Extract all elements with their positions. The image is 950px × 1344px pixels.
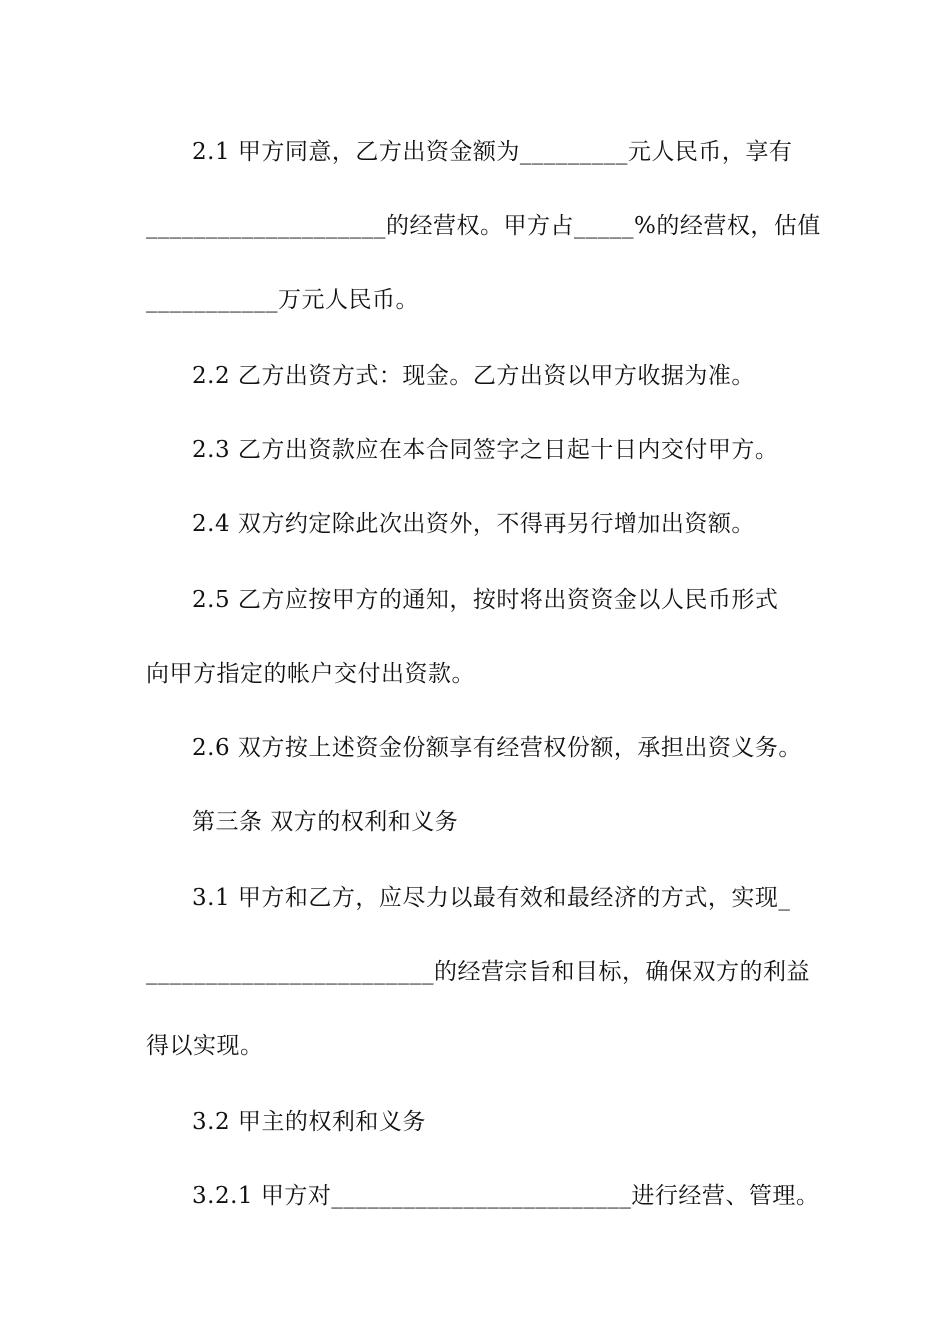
clause-2-4: 2.4 双方约定除此次出资外，不得再另行增加出资额。 — [192, 511, 755, 537]
clause-3-1-line-1: 3.1 甲方和乙方，应尽力以最有效和最经济的方式，实现_ — [192, 885, 791, 911]
clause-2-1-line-1: 2.1 甲方同意，乙方出资金额为_________元人民币，享有 — [192, 139, 793, 165]
clause-3-2-heading: 3.2 甲主的权利和义务 — [192, 1109, 426, 1135]
clause-3-2-1: 3.2.1 甲方对_________________________进行经营、管理。 — [192, 1183, 820, 1209]
clause-2-2: 2.2 乙方出资方式：现金。乙方出资以甲方收据为准。 — [192, 363, 755, 389]
clause-3-1-line-3: 得以实现。 — [146, 1033, 264, 1059]
clause-2-6: 2.6 双方按上述资金份额享有经营权份额，承担出资义务。 — [192, 735, 802, 761]
clause-2-1-line-3: ___________万元人民币。 — [146, 287, 419, 313]
clause-2-5-line-1: 2.5 乙方应按甲方的通知，按时将出资资金以人民币形式 — [192, 587, 779, 613]
section-heading-article-3: 第三条 双方的权利和义务 — [192, 809, 459, 835]
clause-3-1-line-2: ________________________的经营宗旨和目标，确保双方的利益 — [146, 959, 810, 985]
clause-2-5-line-2: 向甲方指定的帐户交付出资款。 — [146, 661, 475, 687]
clause-2-3: 2.3 乙方出资款应在本合同签字之日起十日内交付甲方。 — [192, 437, 779, 463]
clause-2-1-line-2: ____________________的经营权。甲方占_____%的经营权，估值 — [146, 213, 821, 239]
